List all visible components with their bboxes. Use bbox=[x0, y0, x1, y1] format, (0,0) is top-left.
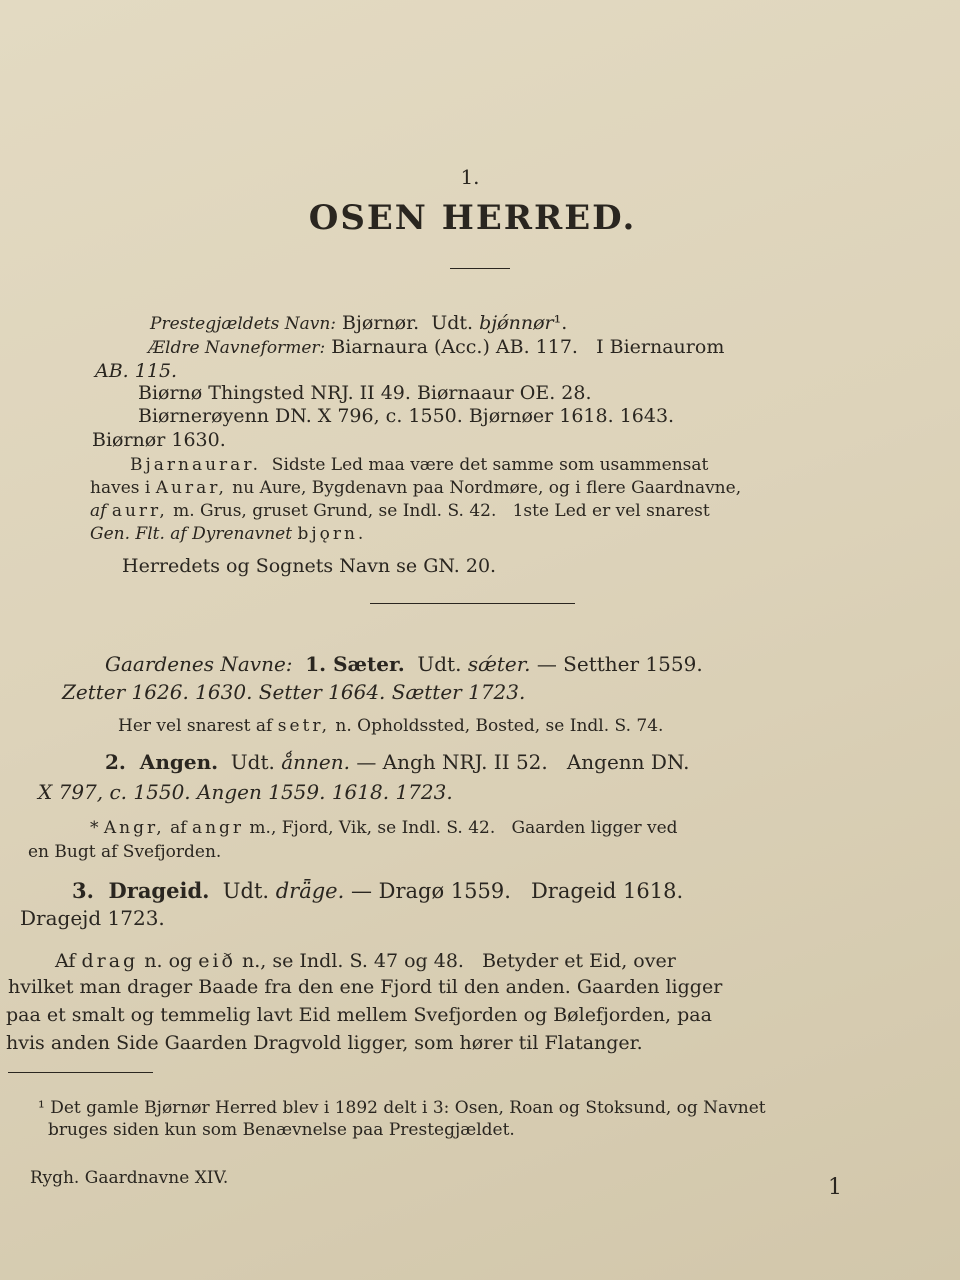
farm-entry-line bbox=[55, 950, 676, 972]
page-title: OSEN HERRED. bbox=[308, 198, 637, 238]
spaced-term: bjǫrn. bbox=[297, 524, 367, 544]
entry-text: * bbox=[90, 818, 104, 838]
farm-entry-2 bbox=[105, 750, 690, 774]
title-divider bbox=[450, 268, 510, 269]
farm-name: 2. Angen. bbox=[105, 750, 219, 774]
spaced-term: Bjarnaurar. bbox=[130, 455, 261, 475]
footnote-ref: ¹. bbox=[553, 312, 568, 334]
entry-label: Gaardenes Navne: bbox=[105, 652, 306, 676]
section-divider bbox=[370, 603, 575, 604]
entry-text: Udt. bbox=[218, 750, 282, 774]
intro-text: m. Grus, gruset Grund, se Indl. S. 42. 1ste Led er vel snarest bbox=[167, 501, 710, 521]
entry-text: m., Fjord, Vik, se Indl. S. 42. Gaarden ligger ved bbox=[244, 818, 678, 838]
intro-line bbox=[90, 478, 741, 498]
intro-text: Biarnaura (Acc.) AB. 117. I Biernaurom bbox=[325, 336, 725, 358]
entry-text: Her vel snarest af bbox=[118, 716, 278, 736]
intro-text: af bbox=[90, 501, 112, 521]
farm-entry-line: hvis anden Side Gaarden Dragvold ligger, som hører til Flatanger. bbox=[6, 1032, 643, 1054]
farm-entry-line: Zetter 1626. 1630. Setter 1664. Sætter 1723. bbox=[62, 680, 526, 704]
farm-entry-line: Dragejd 1723. bbox=[20, 906, 165, 930]
entry-text: af bbox=[164, 818, 192, 838]
pronunciation: ǻnnen. bbox=[281, 750, 350, 774]
intro-text: haves i bbox=[90, 478, 156, 498]
pronunciation: bjǿnnør bbox=[479, 312, 554, 334]
entry-text: — Dragø 1559. Drageid 1618. bbox=[344, 879, 684, 903]
intro-line: Herredets og Sognets Navn se GN. 20. bbox=[122, 555, 497, 577]
intro-text: Bjørnør. Udt. bbox=[336, 312, 480, 334]
intro-text: nu Aure, Bygdenavn paa Nordmøre, og i flere Gaardnavne, bbox=[226, 478, 742, 498]
farm-entry-line bbox=[118, 716, 663, 736]
farm-entry-line: hvilket man drager Baade fra den ene Fjord til den anden. Gaarden ligger bbox=[8, 976, 723, 998]
farm-entry-1 bbox=[105, 652, 703, 676]
intro-line: Biørnø Thingsted NRJ. II 49. Biørnaaur OE. 28. bbox=[138, 382, 592, 404]
entry-text: n. og bbox=[138, 950, 199, 972]
intro-line bbox=[90, 524, 366, 544]
entry-text: n. Opholdssted, Bosted, se Indl. S. 74. bbox=[330, 716, 664, 736]
intro-label: Ældre Navneformer: bbox=[148, 338, 326, 358]
entry-text: Af bbox=[55, 950, 82, 972]
chapter-number: 1. bbox=[460, 165, 480, 189]
intro-label: Prestegjældets Navn: bbox=[150, 314, 337, 334]
entry-text: — Angh NRJ. II 52. Angenn DN. bbox=[349, 750, 690, 774]
farm-name: 3. Dragеid. bbox=[72, 878, 210, 903]
spaced-term: Aurar, bbox=[155, 478, 227, 498]
spaced-term: setr, bbox=[277, 716, 330, 736]
farm-entry-line bbox=[90, 818, 678, 838]
entry-text: n., se Indl. S. 47 og 48. Betyder et Eid, over bbox=[235, 950, 676, 972]
intro-line bbox=[130, 455, 708, 475]
footnote-line: bruges siden kun som Benævnelse paa Prestegjældet. bbox=[48, 1120, 515, 1140]
intro-line bbox=[90, 501, 710, 521]
pronunciation: drǟge. bbox=[275, 879, 345, 903]
running-footer: Rygh. Gaardnavne XIV. bbox=[30, 1168, 229, 1188]
spaced-term: aurr, bbox=[111, 501, 168, 521]
pronunciation: sǽter. bbox=[467, 652, 531, 676]
entry-text: Udt. bbox=[404, 652, 468, 676]
intro-line bbox=[148, 336, 724, 358]
intro-text: Gen. Flt. af Dyrenavnet bbox=[90, 524, 298, 544]
intro-line bbox=[150, 312, 567, 334]
farm-name: 1. Sæter. bbox=[305, 652, 405, 676]
intro-line: Biørnør 1630. bbox=[92, 429, 226, 451]
farm-entry-line: paa et smalt og temmelig lavt Eid mellem Svefjorden og Bølefjorden, paa bbox=[6, 1004, 712, 1026]
farm-entry-line: X 797, c. 1550. Angen 1559. 1618. 1723. bbox=[38, 780, 453, 804]
spaced-term: Angr, bbox=[103, 818, 165, 838]
intro-line: AB. 115. bbox=[95, 360, 178, 382]
farm-entry-line: en Bugt af Svefjorden. bbox=[28, 842, 222, 862]
footnote-divider bbox=[8, 1072, 153, 1073]
intro-line: Biørnerøyenn DN. X 796, c. 1550. Bjørnøer 1618. 1643. bbox=[138, 405, 675, 427]
entry-text: — Setther 1559. bbox=[530, 652, 703, 676]
page-number: 1 bbox=[828, 1175, 842, 1200]
intro-text: Sidste Led maa være det samme som usammensat bbox=[260, 455, 709, 475]
spaced-term: angr bbox=[191, 818, 245, 838]
entry-text: Udt. bbox=[209, 879, 276, 903]
footnote-line: ¹ Det gamle Bjørnør Herred blev i 1892 delt i 3: Osen, Roan og Stoksund, og Navnet bbox=[38, 1098, 766, 1118]
farm-entry-3 bbox=[72, 878, 683, 903]
spaced-term: eið bbox=[198, 950, 236, 972]
spaced-term: drag bbox=[81, 950, 139, 972]
